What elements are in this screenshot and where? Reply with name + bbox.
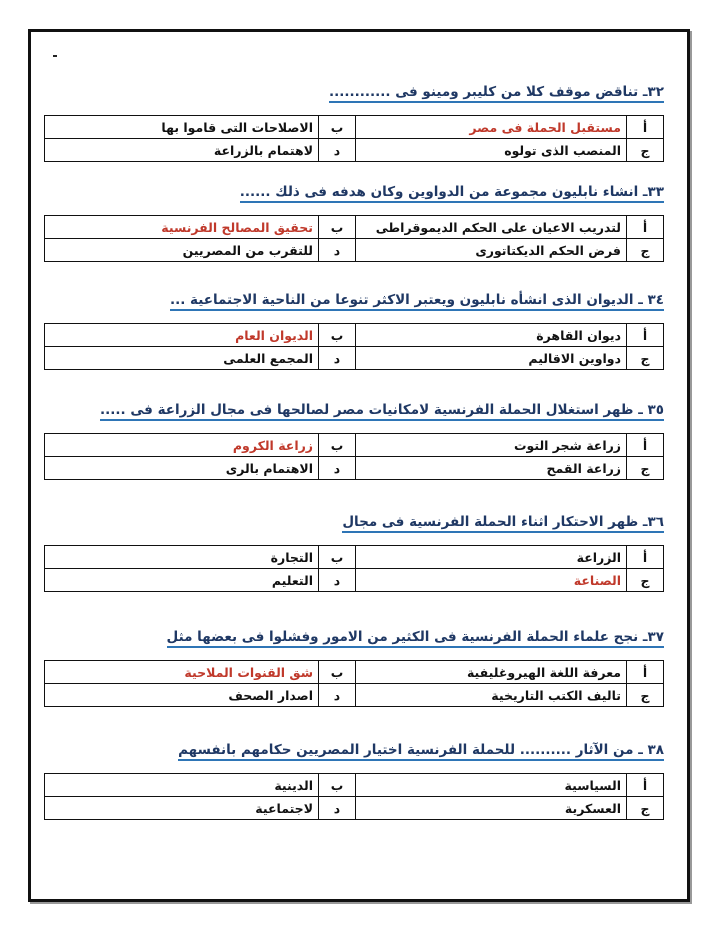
- options-table: [44, 323, 664, 370]
- options-row: [45, 239, 664, 262]
- options-table: [44, 215, 664, 262]
- option-a: الزراعة: [356, 546, 627, 569]
- option-letter-b: ب: [319, 546, 356, 569]
- option-letter-b: ب: [319, 216, 356, 239]
- question-block: [44, 82, 664, 162]
- option-letter-a: أ: [627, 546, 664, 569]
- options-table: [44, 773, 664, 820]
- option-c: زراعة القمح: [356, 457, 627, 480]
- question-block: [44, 512, 664, 592]
- option-d: الاهتمام بالرى: [45, 457, 319, 480]
- option-d: التعليم: [45, 569, 319, 592]
- option-b: الاصلاحات التى قاموا بها: [45, 116, 319, 139]
- question-title: [44, 512, 664, 534]
- question-title: [44, 627, 664, 649]
- option-d: المجمع العلمى: [45, 347, 319, 370]
- option-letter-c: ج: [627, 797, 664, 820]
- question-block: [44, 740, 664, 820]
- options-row: [45, 216, 664, 239]
- option-c: المنصب الذى تولوه: [356, 139, 627, 162]
- question-title: [44, 290, 664, 312]
- option-b: الديوان العام: [45, 324, 319, 347]
- option-c: تاليف الكتب التاريخية: [356, 684, 627, 707]
- option-letter-d: د: [319, 569, 356, 592]
- options-row: [45, 324, 664, 347]
- option-letter-b: ب: [319, 434, 356, 457]
- question-title: [44, 182, 664, 204]
- options-row: [45, 774, 664, 797]
- option-a: زراعة شجر التوت: [356, 434, 627, 457]
- question-text: ٣٥ ـ ظهر استغلال الحملة الفرنسية لامكانيات مصر لصالحها فى مجال الزراعة فى .....: [100, 402, 664, 421]
- option-letter-c: ج: [627, 139, 664, 162]
- options-row: [45, 546, 664, 569]
- option-letter-d: د: [319, 139, 356, 162]
- option-c: فرض الحكم الديكتاتورى: [356, 239, 627, 262]
- option-a: مستقبل الحملة فى مصر: [356, 116, 627, 139]
- question-text: ٣٨ ـ من الآثار .......... للحملة الفرنسية اختيار المصريين حكامهم بانفسهم: [178, 742, 664, 761]
- option-d: اصدار الصحف: [45, 684, 319, 707]
- option-letter-a: أ: [627, 116, 664, 139]
- question-title: [44, 82, 664, 104]
- option-letter-b: ب: [319, 661, 356, 684]
- question-text: ٣٢ـ تناقض موقف كلا من كليبر ومينو فى ............: [329, 84, 664, 103]
- option-c: الصناعة: [356, 569, 627, 592]
- options-row: [45, 661, 664, 684]
- option-letter-c: ج: [627, 347, 664, 370]
- question-text: ٣٧ـ نجح علماء الحملة الفرنسية فى الكثير من الامور وفشلوا فى بعضها مثل: [167, 629, 664, 648]
- option-letter-c: ج: [627, 684, 664, 707]
- options-row: [45, 347, 664, 370]
- option-letter-c: ج: [627, 239, 664, 262]
- option-a: السياسية: [356, 774, 627, 797]
- question-block: [44, 290, 664, 370]
- option-letter-d: د: [319, 684, 356, 707]
- question-title: [44, 740, 664, 762]
- options-row: [45, 797, 664, 820]
- options-table: [44, 660, 664, 707]
- options-row: [45, 139, 664, 162]
- option-letter-a: أ: [627, 434, 664, 457]
- option-letter-d: د: [319, 797, 356, 820]
- option-letter-d: د: [319, 239, 356, 262]
- option-b: الدينية: [45, 774, 319, 797]
- question-text: ٣٤ ـ الديوان الذى انشأه نابليون ويعتبر الاكثر تنوعا من الناحية الاجتماعية ...: [170, 292, 664, 311]
- option-b: التجارة: [45, 546, 319, 569]
- option-letter-c: ج: [627, 457, 664, 480]
- option-letter-c: ج: [627, 569, 664, 592]
- question-block: [44, 627, 664, 707]
- options-row: [45, 457, 664, 480]
- question-block: [44, 182, 664, 262]
- options-row: [45, 116, 664, 139]
- options-row: [45, 434, 664, 457]
- option-letter-d: د: [319, 347, 356, 370]
- option-c: العسكرية: [356, 797, 627, 820]
- option-letter-a: أ: [627, 774, 664, 797]
- options-table: [44, 115, 664, 162]
- question-text: ٣٣ـ انشاء نابليون مجموعة من الدواوين وكان هدفه فى ذلك ......: [240, 184, 664, 203]
- question-title: [44, 400, 664, 422]
- option-c: دواوين الاقاليم: [356, 347, 627, 370]
- options-row: [45, 569, 664, 592]
- question-block: [44, 400, 664, 480]
- option-b: زراعة الكروم: [45, 434, 319, 457]
- option-d: للتقرب من المصريين: [45, 239, 319, 262]
- option-letter-b: ب: [319, 116, 356, 139]
- option-letter-b: ب: [319, 324, 356, 347]
- options-row: [45, 684, 664, 707]
- option-d: لاهتمام بالزراعة: [45, 139, 319, 162]
- question-text: ٣٦ـ ظهر الاحتكار اثناء الحملة الفرنسية فى مجال: [342, 514, 664, 533]
- options-table: [44, 433, 664, 480]
- option-letter-b: ب: [319, 774, 356, 797]
- option-a: معرفة اللغة الهيروغليفية: [356, 661, 627, 684]
- option-letter-a: أ: [627, 661, 664, 684]
- option-a: لتدريب الاعيان على الحكم الديموقراطى: [356, 216, 627, 239]
- option-b: تحقيق المصالح الفرنسية: [45, 216, 319, 239]
- options-table: [44, 545, 664, 592]
- option-a: ديوان القاهرة: [356, 324, 627, 347]
- option-letter-d: د: [319, 457, 356, 480]
- option-letter-a: أ: [627, 216, 664, 239]
- option-letter-a: أ: [627, 324, 664, 347]
- option-b: شق القنوات الملاحية: [45, 661, 319, 684]
- page-mark: [53, 55, 57, 57]
- option-d: لاجتماعية: [45, 797, 319, 820]
